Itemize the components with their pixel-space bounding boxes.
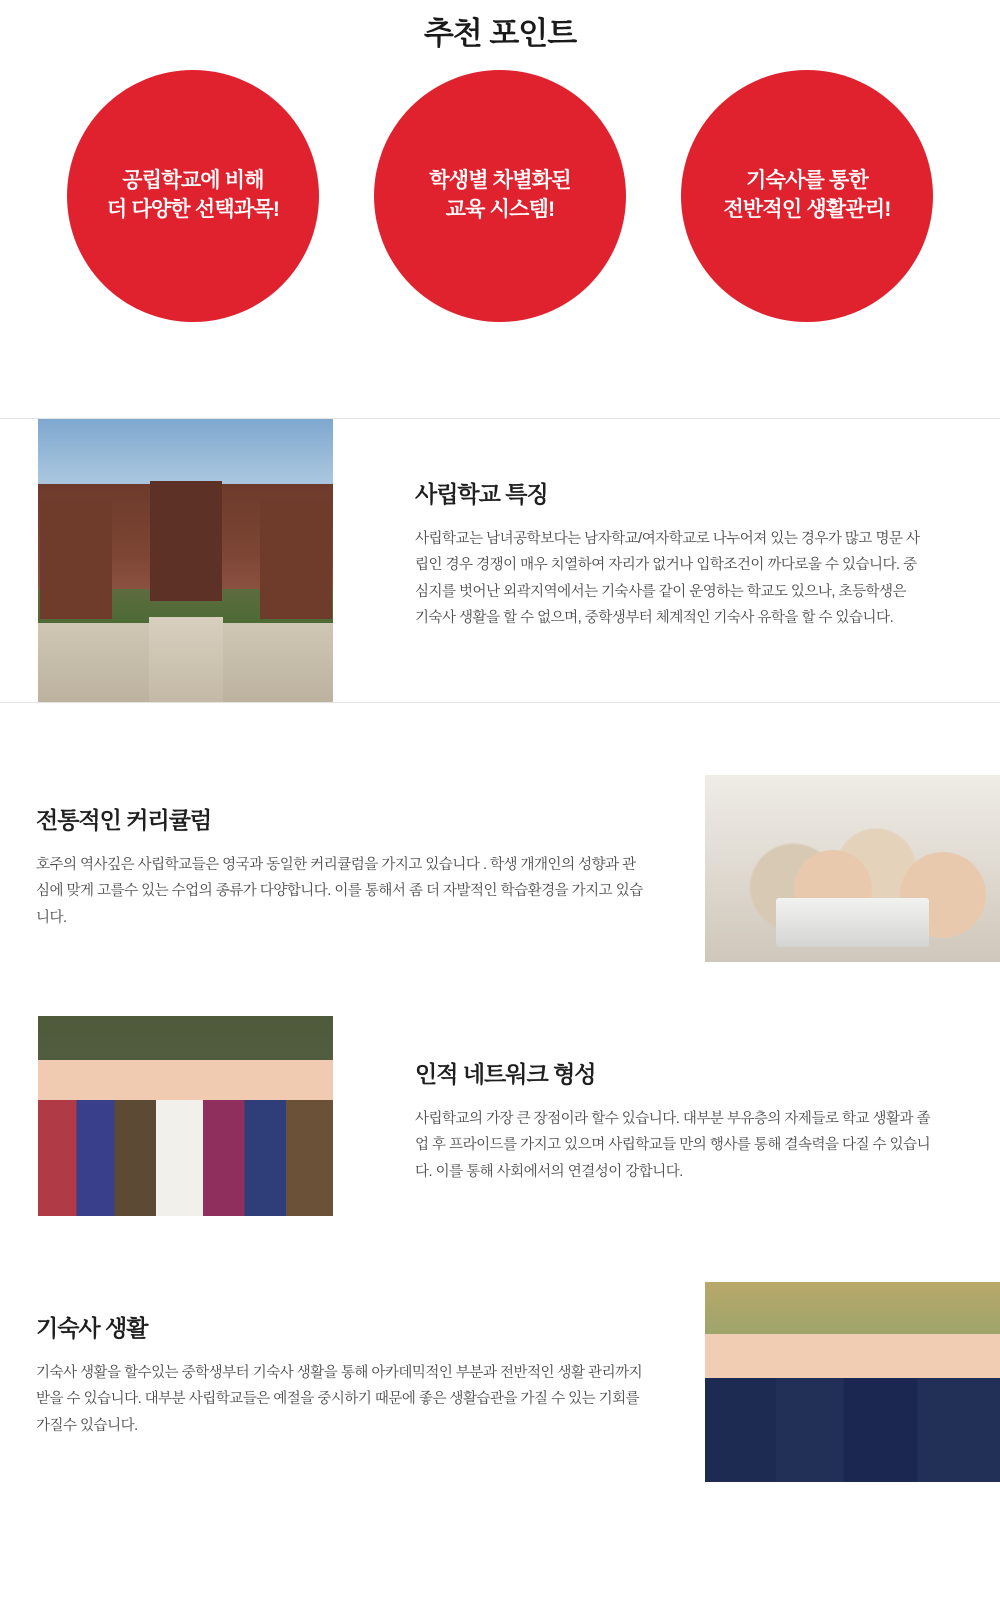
feature-text-curriculum (36, 775, 685, 931)
highlight-circle-1-line2: 더 다양한 선택과목! (106, 198, 280, 221)
highlight-circle-1-line1: 공립학교에 비해 (122, 169, 264, 193)
classroom-students-photo (705, 775, 1000, 962)
private-school-campus-photo (38, 419, 333, 702)
feature-row-curriculum (0, 703, 1000, 962)
highlight-circle-list (0, 70, 1000, 322)
highlight-circle-3-line2: 전반적인 생활관리! (723, 198, 891, 221)
classroom-photo-wrap (705, 775, 1000, 962)
costume-event-photo (38, 1016, 333, 1216)
feature-body-private-school: 사립학교는 남녀공학보다는 남자학교/여자학교로 나누어져 있는 경우가 많고 명문 사립인 경우 경쟁이 매우 치열하여 자리가 없거나 입학조건이 까다로울 수 있습니다. 중심지를 벗어난 외곽지역에서는 기숙사를 같이 운영하는 학교도 있으나, 초등학생은 기숙사 생활을 할 수 없으며, 중학생부터 체계적인 기숙사 유학을 할 수 있습니다. (415, 531, 920, 627)
highlight-circle-2 (374, 70, 626, 322)
feature-row-private-school (0, 419, 1000, 702)
highlight-circle-3 (681, 70, 933, 322)
feature-text-private-school (333, 419, 1000, 632)
highlight-circle-1 (67, 70, 319, 322)
feature-body-network: 사립학교의 가장 큰 장점이라 할수 있습니다. 대부분 부유층의 자제들로 학교 생활과 졸업 후 프라이드를 가지고 있으며 사립학교들 만의 행사를 통해 결속력을 다질 수 있습니다. 이를 통해 사회에서의 연결성이 강합니다. (415, 1111, 931, 1180)
feature-title-curriculum: 전통적인 커리큘럼 (36, 807, 212, 833)
feature-text-network (333, 1016, 1000, 1185)
boarding-photo-wrap (705, 1282, 1000, 1482)
feature-text-boarding (36, 1282, 685, 1439)
feature-body-curriculum: 호주의 역사깊은 사립학교들은 영국과 동일한 커리큘럼을 가지고 있습니다 . 학생 개개인의 성향과 관심에 맞게 고를수 있는 수업의 종류가 다양합니다. 이를 통해서 좀 더 자발적인 학습환경을 가지고 있습니다. (36, 857, 643, 926)
highlight-circle-3-line1: 기숙사를 통한 (746, 169, 868, 193)
campus-building-illustration (38, 419, 333, 702)
highlight-circle-2-line1: 학생별 차별화된 (429, 169, 571, 193)
feature-row-network (0, 962, 1000, 1216)
page-title: 추천 포인트 (423, 16, 577, 51)
feature-title-private-school: 사립학교 특징 (415, 481, 548, 507)
feature-title-boarding: 기숙사 생활 (36, 1315, 148, 1341)
recommendation-points-section (0, 0, 1000, 418)
boarding-students-photo (705, 1282, 1000, 1482)
feature-title-network: 인적 네트워크 형성 (415, 1061, 596, 1087)
highlight-circle-2-line2: 교육 시스템! (445, 198, 555, 221)
costume-group-illustration (38, 1016, 333, 1216)
uniform-students-illustration (705, 1282, 1000, 1482)
classroom-illustration (705, 775, 1000, 962)
feature-row-boarding (0, 1216, 1000, 1482)
feature-body-boarding: 기숙사 생활을 할수있는 중학생부터 기숙사 생활을 통해 아카데믹적인 부분과 전반적인 생활 관리까지 받을 수 있습니다. 대부분 사립학교들은 예절을 중시하기 때문에 좋은 생활습관을 가질 수 있는 기회를 가질수 있습니다. (36, 1365, 643, 1434)
